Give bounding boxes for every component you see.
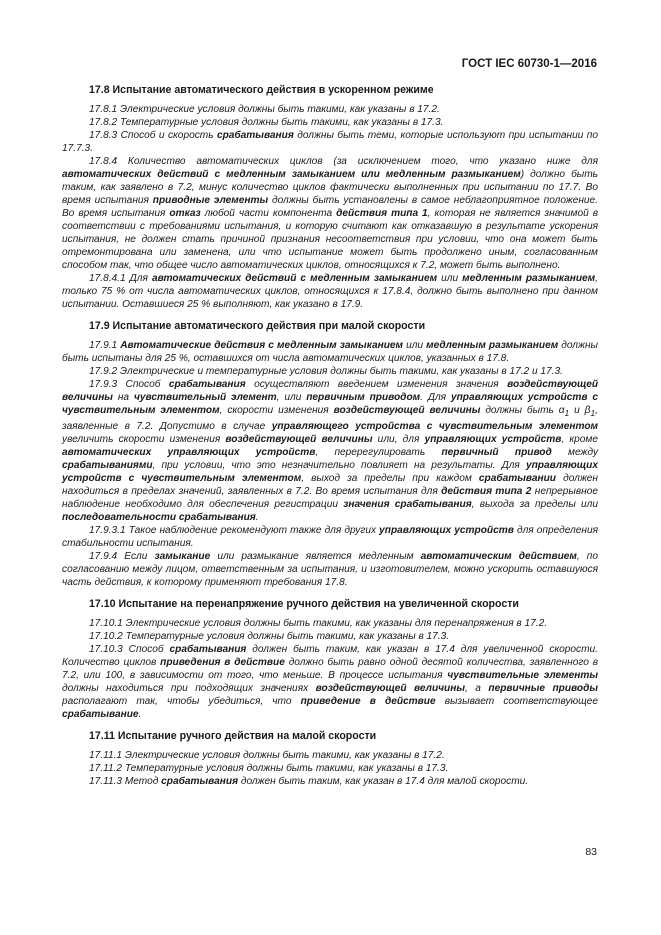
clause-17-8-3: 17.8.3 Способ и скорость срабатывания должны быть теми, которые используют при испытании по 17.7.3. [62,130,598,154]
clause-17-10-2: 17.10.2 Температурные условия должны быть такими, как указаны в 17.3. [89,631,450,643]
clause-17-8-2: 17.8.2 Температурные условия должны быть такими, как указаны в 17.3. [89,117,444,128]
clause-17-11-1: 17.11.1 Электрические условия должны быть такими, как указаны в 17.2. [89,750,445,762]
clause-17-11-3: 17.11.3 Метод срабатывания должен быть таким, как указан в 17.4 для малой скорости. [89,776,529,788]
page-number: 83 [585,846,597,858]
section-heading-17-9: 17.9 Испытание автоматического действия при малой скорости [89,320,426,332]
clause-17-9-3-1: 17.9.3.1 Такое наблюдение рекомендуют также для других управляющих устройств для определения стабильности испытания. [62,525,598,550]
clause-17-9-2: 17.9.2 Электрические и температурные условия должны быть такими, как указаны в 17.2 и 17.3. [89,366,563,377]
section-heading-17-8: 17.8 Испытание автоматического действия в ускоренном режиме [89,84,434,96]
clause-17-10-3: 17.10.3 Способ срабатывания должен быть таким, как указан в 17.4 для увеличенной скорости. Количество циклов приведения в действие должно быть равно одной десятой количества, заявленного в 7.2, или 100, в зависимости от того, что меньше. В процессе испытания чувствительные элементы должны находиться при подходящих значениях воздействующей величины, а первичные приводы располагают так, чтобы убедиться, что приведение в действие вызывает соответствующее срабатывание. [62,644,599,721]
clause-17-8-4-1: 17.8.4.1 Для автоматических действий с медленным замыканием или медленным размыканием, только 75 % от числа автоматических циклов, относящихся к 17.8.4, должно быть выполнено при данном испытании. Оставшиеся 25 % выполняют, как указано в 17.9. [62,273,598,310]
section-heading-17-10: 17.10 Испытание на перенапряжение ручного действия на увеличенной скорости [89,598,519,611]
standard-designation: ГОСТ IEC 60730-1—2016 [461,58,597,70]
clause-17-8-1: 17.8.1 Электрические условия должны быть такими, как указаны в 17.2. [89,104,440,115]
clause-17-9-1: 17.9.1 Автоматические действия с медленным замыканием или медленным размыканием должны быть испытаны для 25 %, оставшихся от числа автоматических циклов, указанных в 17.8. [62,340,598,364]
section-heading-17-11: 17.11 Испытание ручного действия на малой скорости [89,730,377,743]
clause-17-8-4: 17.8.4 Количество автоматических циклов (за исключением того, что указано ниже для автоматических действий с медленным замыканием или медленным размыканием) должно быть таким, как заявлено в 7.2, минус количество циклов фактически выполненных при испытании по 17.7. Во время испытания приводные элементы должны быть установлены в самое неблагоприятное положение. Во время испытания отказ любой части компонента действия типа 1, которая не является значимой в соответствии с требованиями испытания, и которую считают как отказавшую в результате ускорения испытания, не должен стать причиной признания несоответствия при условии, что она может быть отремонтирована или заменена, или что испытание может быть продолжено иным, согласованным способом так, что общее число автоматических циклов, относящихся к 7.2, может быть выполнено. [62,156,598,271]
clause-17-9-3: 17.9.3 Способ срабатывания осуществляют введением изменения значения воздействующей величины на чувствительный элемент, или первичным приводом. Для управляющих устройств с чувствительным элементом, скорости изменения воздействующей величины должны быть $\alpha_1$ и $\beta_1$, заявленные в 7.2. Допустимо в случае управляющего устройства с чувствительным элементом увеличить скорости изменения воздействующей величины или, для управляющих устройств, кроме автоматических управляющих устройств, перерегулировать первичный привод между срабатываниями, при условии, что это незначительно повлияет на результаты. Для управляющих устройств с чувствительным элементом, выход за пределы при каждом срабатывании должен находиться в пределах значений, заявленных в 7.2. Во время испытания для действия типа 2 непрерывное наблюдение необходимо для обеспечения регистрации значения срабатывания, выхода за пределы или последовательности срабатывания. [62,379,599,524]
clause-17-10-1: 17.10.1 Электрические условия должны быть такими, как указаны для перенапряжения в 17.2. [89,618,548,630]
clause-17-11-2: 17.11.2 Температурные условия должны быть такими, как указаны в 17.3. [89,763,449,775]
document-body [62,84,598,788]
clause-17-9-4: 17.9.4 Если замыкание или размыкание является медленным автоматическим действием, по согласованию между лицом, ответственным за испытания, и изготовителем, можно ускорить оставшуюся часть действия, к которому применяют требования 17.8. [62,551,598,589]
